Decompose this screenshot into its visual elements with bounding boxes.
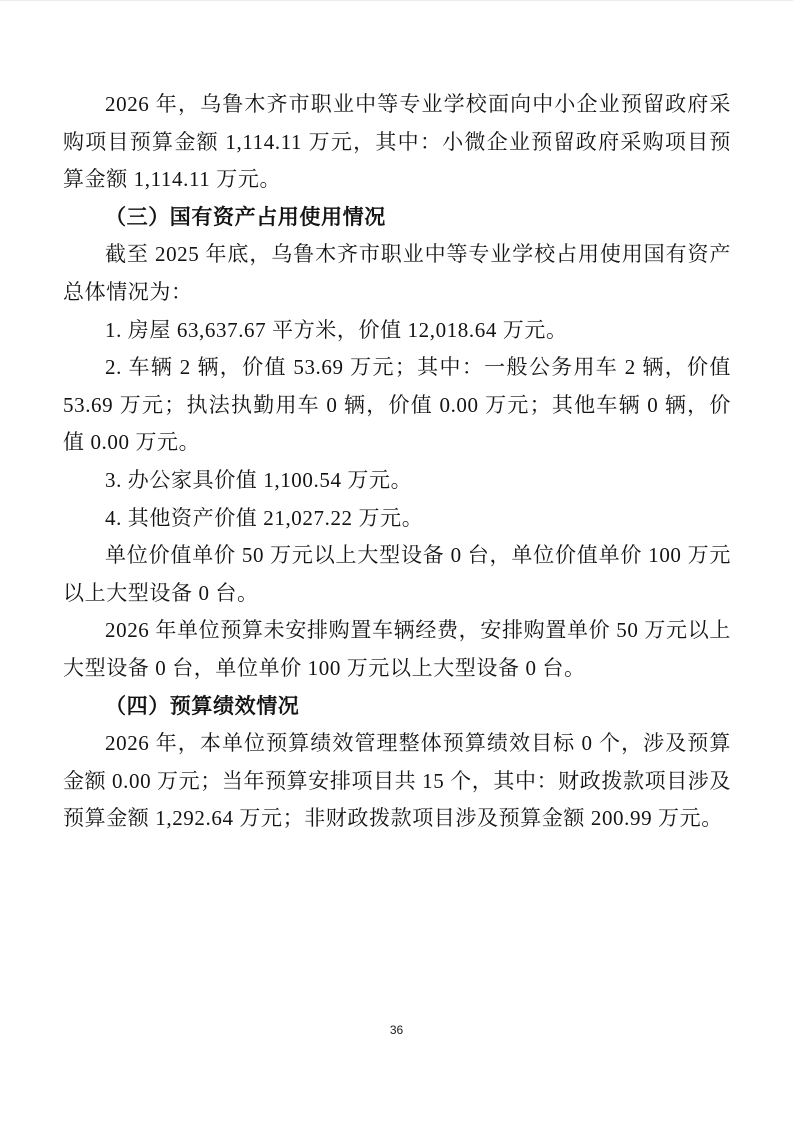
body-paragraph: 2. 车辆 2 辆，价值 53.69 万元；其中：一般公务用车 2 辆，价值 53.69 万元；执法执勤用车 0 辆，价值 0.00 万元；其他车辆 0 辆，价值 0.00 万元。 <box>63 355 731 455</box>
document-body <box>63 86 731 838</box>
body-paragraph: 截至 2025 年底，乌鲁木齐市职业中等专业学校占用使用国有资产总体情况为： <box>63 242 731 304</box>
body-paragraph: 2026 年单位预算未安排购置车辆经费，安排购置单价 50 万元以上大型设备 0 台，单位单价 100 万元以上大型设备 0 台。 <box>63 618 731 680</box>
body-paragraph: 3. 办公家具价值 1,100.54 万元。 <box>105 467 413 492</box>
section-heading: （三）国有资产占用使用情况 <box>105 204 386 229</box>
body-paragraph: 1. 房屋 63,637.67 平方米，价值 12,018.64 万元。 <box>105 317 568 342</box>
page-number: 36 <box>389 1023 404 1037</box>
body-paragraph: 2026 年，本单位预算绩效管理整体预算绩效目标 0 个，涉及预算金额 0.00 万元；当年预算安排项目共 15 个，其中：财政拨款项目涉及预算金额 1,292.64 万元；非财政拨款项目涉及预算金额 200.99 万元。 <box>63 731 731 831</box>
body-paragraph: 单位价值单价 50 万元以上大型设备 0 台，单位价值单价 100 万元以上大型设备 0 台。 <box>63 543 731 605</box>
body-paragraph: 2026 年，乌鲁木齐市职业中等专业学校面向中小企业预留政府采购项目预算金额 1,114.11 万元，其中：小微企业预留政府采购项目预算金额 1,114.11 万元。 <box>63 92 731 192</box>
body-paragraph: 4. 其他资产价值 21,027.22 万元。 <box>105 505 424 530</box>
section-heading: （四）预算绩效情况 <box>105 693 300 718</box>
